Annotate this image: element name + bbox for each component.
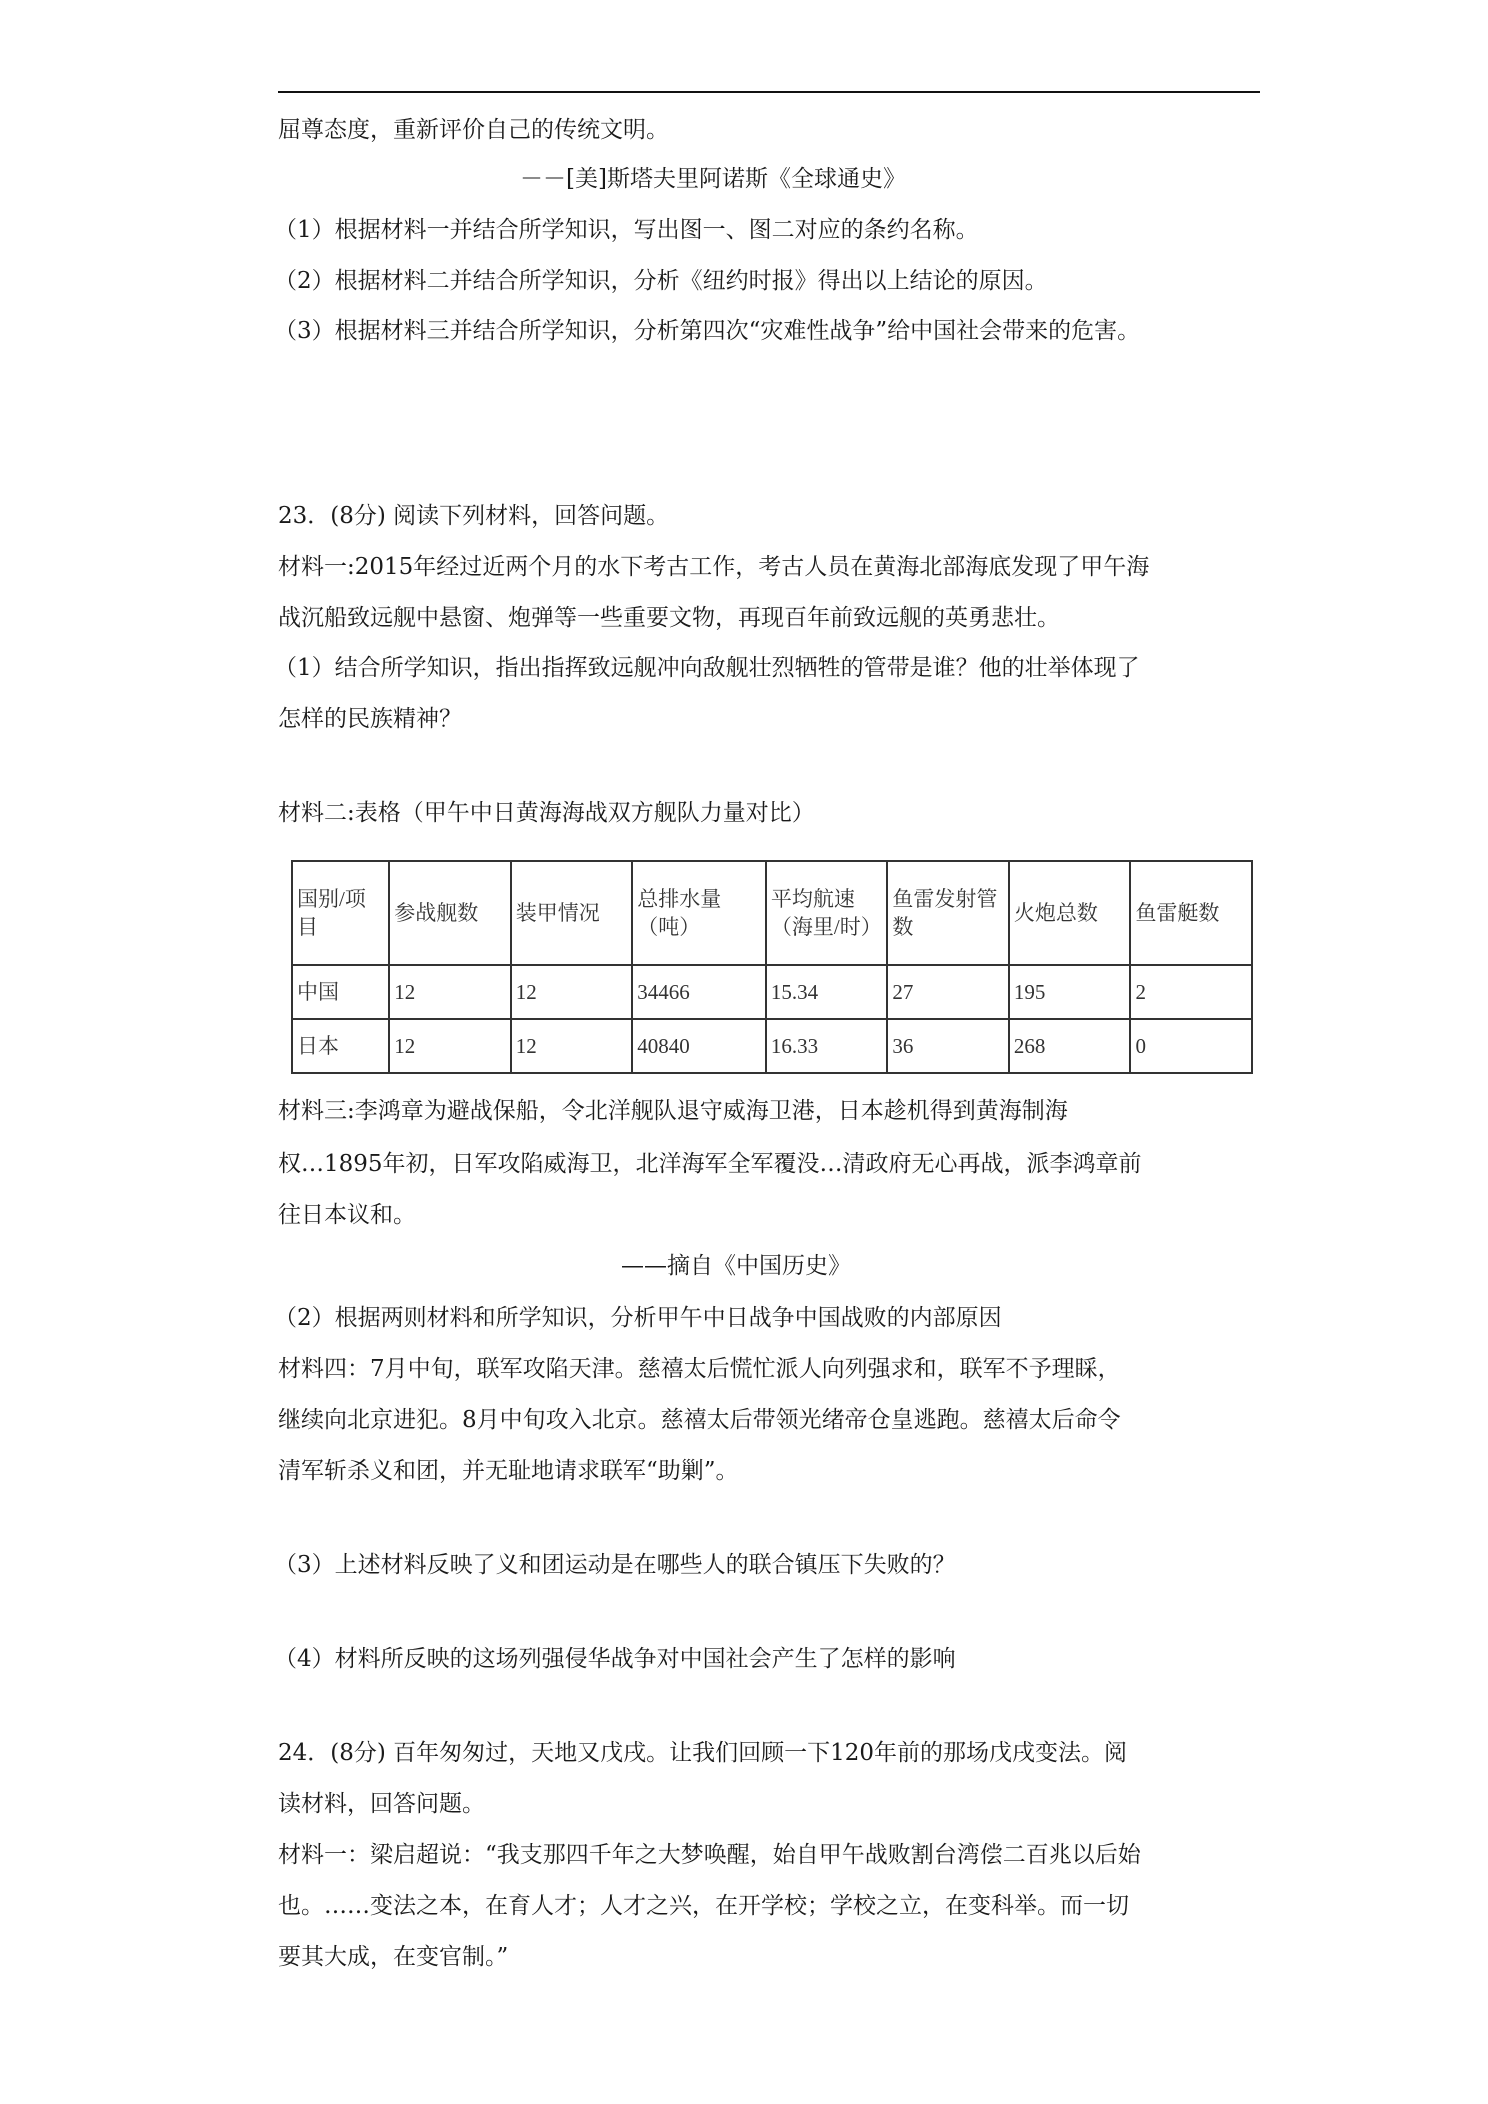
table-header-cell: 火炮总数 (1009, 861, 1131, 965)
fleet-comparison-table (291, 860, 1253, 1074)
text-line: 也。……变法之本，在育人才；人才之兴，在开学校；学校之立，在变科举。而一切 (278, 1893, 1129, 1919)
question-heading: 24．(8分) 百年匆匆过，天地又戊戌。让我们回顾一下120年前的那场戊戌变法。阅 (278, 1740, 1128, 1766)
table-cell: 12 (389, 965, 511, 1019)
table-cell: 2 (1130, 965, 1252, 1019)
table-cell: 0 (1130, 1019, 1252, 1073)
text-line: 材料一:2015年经过近两个月的水下考古工作，考古人员在黄海北部海底发现了甲午海 (278, 554, 1150, 580)
text-line: 继续向北京进犯。8月中旬攻入北京。慈禧太后带领光绪帝仓皇逃跑。慈禧太后命令 (278, 1407, 1121, 1433)
question-line: （1）根据材料一并结合所学知识，写出图一、图二对应的条约名称。 (274, 217, 979, 243)
text-line: 战沉船致远舰中悬窗、炮弹等一些重要文物，再现百年前致远舰的英勇悲壮。 (278, 605, 1060, 631)
table-cell: 40840 (632, 1019, 766, 1073)
table-cell: 12 (511, 965, 633, 1019)
citation-line: ——摘自《中国历史》 (621, 1253, 851, 1279)
table-cell: 268 (1009, 1019, 1131, 1073)
table-cell: 15.34 (766, 965, 888, 1019)
question-line: （2）根据两则材料和所学知识，分析甲午中日战争中国战败的内部原因 (274, 1305, 1002, 1331)
table-header-cell: 鱼雷发射管数 (887, 861, 1009, 965)
text-line: 往日本议和。 (278, 1202, 416, 1228)
text-line: 屈尊态度，重新评价自己的传统文明。 (278, 117, 669, 143)
text-line: 权…1895年初，日军攻陷威海卫，北洋海军全军覆没…清政府无心再战，派李鸿章前 (278, 1151, 1142, 1177)
table-header-cell: 参战舰数 (389, 861, 511, 965)
table-cell: 16.33 (766, 1019, 888, 1073)
question-line: （4）材料所反映的这场列强侵华战争对中国社会产生了怎样的影响 (274, 1646, 956, 1672)
table-header-cell: 平均航速（海里/时） (766, 861, 888, 965)
citation-line: －－[美]斯塔夫里阿诺斯《全球通史》 (520, 166, 906, 192)
question-line: （1）结合所学知识，指出指挥致远舰冲向敌舰壮烈牺牲的管带是谁？他的壮举体现了 (274, 655, 1140, 681)
question-heading: 23．(8分) 阅读下列材料，回答问题。 (278, 503, 670, 529)
table-cell: 27 (887, 965, 1009, 1019)
question-line: （3）上述材料反映了义和团运动是在哪些人的联合镇压下失败的？ (274, 1552, 956, 1578)
text-line: 清军斩杀义和团，并无耻地请求联军“助剿”。 (278, 1458, 739, 1484)
table-header-cell: 装甲情况 (511, 861, 633, 965)
text-line: 材料二:表格（甲午中日黄海海战双方舰队力量对比） (278, 800, 815, 826)
table-cell: 34466 (632, 965, 766, 1019)
header-rule (278, 91, 1260, 93)
table-cell: 中国 (292, 965, 389, 1019)
table-row (292, 965, 1252, 1019)
table-cell: 12 (511, 1019, 633, 1073)
table-header-cell: 国别/项目 (292, 861, 389, 965)
table-cell: 日本 (292, 1019, 389, 1073)
text-line: 要其大成，在变官制。” (278, 1944, 509, 1970)
text-line: 材料四：7月中旬，联军攻陷天津。慈禧太后慌忙派人向列强求和，联军不予理睬， (278, 1356, 1121, 1382)
table-row (292, 1019, 1252, 1073)
question-line: （3）根据材料三并结合所学知识，分析第四次“灾难性战争”给中国社会带来的危害。 (274, 318, 1141, 344)
text-line: 材料一：梁启超说：“我支那四千年之大梦唤醒，始自甲午战败割台湾偿二百兆以后始 (278, 1842, 1141, 1868)
table-header-cell: 鱼雷艇数 (1130, 861, 1252, 965)
table-header-row (292, 861, 1252, 965)
table-cell: 36 (887, 1019, 1009, 1073)
table-cell: 12 (389, 1019, 511, 1073)
table-header-cell: 总排水量（吨） (632, 861, 766, 965)
table-cell: 195 (1009, 965, 1131, 1019)
text-line: 读材料，回答问题。 (278, 1791, 485, 1817)
text-line: 材料三:李鸿章为避战保船，令北洋舰队退守威海卫港，日本趁机得到黄海制海 (278, 1098, 1068, 1124)
question-line: （2）根据材料二并结合所学知识，分析《纽约时报》得出以上结论的原因。 (274, 268, 1048, 294)
text-line: 怎样的民族精神？ (278, 706, 462, 732)
